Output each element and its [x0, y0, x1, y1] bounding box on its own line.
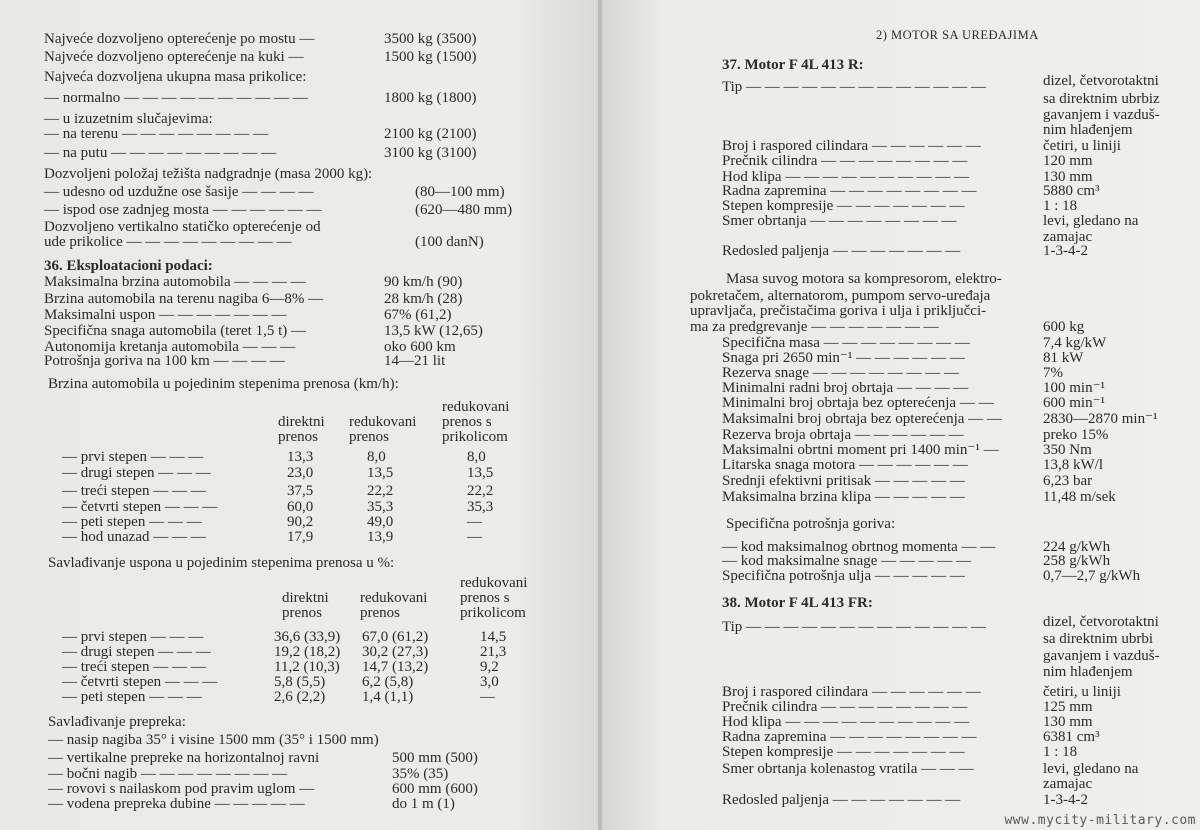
table-cell: 19,2 (18,2)	[274, 644, 341, 660]
table-row-label: — hod unazad — — —	[62, 529, 206, 545]
column-header: redukovani	[360, 590, 428, 606]
spec-value: zamajac	[1043, 776, 1093, 792]
column-header: prenos	[360, 605, 400, 621]
table-cell: 35,3	[367, 499, 394, 515]
perf-value: 13,8 kW/l	[1043, 457, 1103, 473]
column-header: prikolicom	[460, 605, 526, 621]
spec-label: Hod klipa — — — — — — — — — —	[722, 169, 970, 185]
watermark: www.mycity-military.com	[1004, 813, 1196, 828]
spec-label: Tip — — — — — — — — — — — — —	[722, 619, 987, 635]
mass-text: ma za predgrevanje — — — — — — —	[690, 319, 939, 335]
table-row-label: — treći stepen — — —	[62, 659, 206, 675]
limit-value: (100 danN)	[415, 234, 484, 250]
table-row-label: — drugi stepen — — —	[62, 644, 211, 660]
table-title: Savlađivanje uspona u pojedinim stepenima prenosa u %:	[48, 555, 395, 571]
table-cell: 13,9	[367, 529, 394, 545]
consumption-value: 258 g/kWh	[1043, 553, 1111, 569]
perf-value: 100 min⁻¹	[1043, 380, 1105, 396]
perf-value: 7%	[1043, 365, 1063, 381]
table-title: Brzina automobila u pojedinim stepenima prenosa (km/h):	[48, 376, 399, 392]
consumption-label: — kod maksimalnog obrtnog momenta — —	[722, 539, 996, 555]
perf-label: Minimalni broj obrtaja bez opterećenja — —	[722, 395, 994, 411]
table-cell: 36,6 (33,9)	[274, 629, 341, 645]
mass-text: upravljača, prečistačima goriva i ulja i priključci-	[690, 303, 987, 319]
table-cell: 35,3	[467, 499, 494, 515]
spec-value: 67% (61,2)	[384, 307, 452, 323]
spec-label: Maksimalna brzina automobila — — — —	[44, 274, 306, 290]
table-cell: 9,2	[480, 659, 499, 675]
table-cell: 5,8 (5,5)	[274, 674, 326, 690]
section-title: 38. Motor F 4L 413 FR:	[722, 595, 873, 611]
limit-value: (620—480 mm)	[415, 202, 513, 218]
spec-value: 120 mm	[1043, 153, 1093, 169]
limit-value: 1500 kg (1500)	[384, 49, 477, 65]
obstacle-value: 500 mm (500)	[392, 750, 478, 766]
table-cell: 17,9	[287, 529, 314, 545]
spec-label: Broj i raspored cilindara — — — — — —	[722, 138, 981, 154]
left-page	[0, 0, 598, 830]
right-page	[602, 0, 1200, 830]
spec-value: zamajac	[1043, 229, 1093, 245]
spec-label: Specifična snaga automobila (teret 1,5 t) —	[44, 323, 306, 339]
table-cell: —	[467, 514, 482, 530]
limit-label: Najveća dozvoljena ukupna masa prikolice:	[44, 69, 307, 85]
obstacle-value: do 1 m (1)	[392, 796, 455, 812]
table-cell: 30,2 (27,3)	[362, 644, 429, 660]
spec-value: dizel, četvorotaktni	[1043, 73, 1159, 89]
column-header: prenos	[278, 429, 318, 445]
spec-value: levi, gledano na	[1043, 213, 1139, 229]
obstacle-label: — bočni nagib — — — — — — — —	[48, 766, 288, 782]
table-cell: 90,2	[287, 514, 314, 530]
limit-label: — udesno od uzdužne ose šasije — — — —	[44, 184, 314, 200]
spec-value: 28 km/h (28)	[384, 291, 463, 307]
obstacle-value: 35% (35)	[392, 766, 449, 782]
perf-label: Minimalni radni broj obrtaja — — — —	[722, 380, 969, 396]
spec-label: Prečnik cilindra — — — — — — — —	[722, 699, 968, 715]
page-header: 2) MOTOR SA UREĐAJIMA	[876, 28, 1039, 42]
spec-value: 5880 cm³	[1043, 183, 1100, 199]
obstacle-label: — rovovi s nailaskom pod pravim uglom —	[48, 781, 315, 797]
spec-label: Smer obrtanja — — — — — — — —	[722, 213, 957, 229]
subsection-title: Specifična potrošnja goriva:	[726, 516, 896, 532]
spec-value: 6381 cm³	[1043, 729, 1100, 745]
table-row-label: — prvi stepen — — —	[62, 629, 204, 645]
spec-value: oko 600 km	[384, 339, 456, 355]
spec-label: Tip — — — — — — — — — — — — —	[722, 79, 987, 95]
spec-value: 1-3-4-2	[1043, 792, 1088, 808]
spec-label: Smer obrtanja kolenastog vratila — — —	[722, 761, 974, 777]
column-header: redukovani	[442, 399, 510, 415]
limit-label: — ispod ose zadnjeg mosta — — — — — —	[44, 202, 322, 218]
table-cell: 22,2	[367, 483, 394, 499]
perf-value: 600 min⁻¹	[1043, 395, 1105, 411]
perf-label: Litarska snaga motora — — — — — —	[722, 457, 968, 473]
obstacle-label: — nasip nagiba 35° i visine 1500 mm (35° i 1500 mm)	[48, 732, 379, 748]
limit-label: Najveće dozvoljeno opterećenje na kuki —	[44, 49, 304, 65]
table-cell: 14,7 (13,2)	[362, 659, 429, 675]
table-row-label: — četvrti stepen — — —	[62, 674, 218, 690]
perf-label: Srednji efektivni pritisak — — — — —	[722, 473, 965, 489]
table-cell: 13,3	[287, 449, 314, 465]
section-title: 36. Eksploatacioni podaci:	[44, 258, 213, 274]
perf-value: 350 Nm	[1043, 442, 1092, 458]
perf-value: 7,4 kg/kW	[1043, 335, 1107, 351]
perf-value: 81 kW	[1043, 350, 1084, 366]
spec-value: 14—21 lit	[384, 353, 446, 369]
table-cell: —	[480, 689, 495, 705]
table-cell: 67,0 (61,2)	[362, 629, 429, 645]
perf-value: preko 15%	[1043, 427, 1109, 443]
table-cell: 2,6 (2,2)	[274, 689, 326, 705]
column-header: direktni	[278, 414, 325, 430]
obstacle-label: — vertikalne prepreke na horizontalnoj ravni	[48, 750, 320, 766]
table-row-label: — drugi stepen — — —	[62, 465, 211, 481]
spec-value: 1 : 18	[1043, 744, 1078, 760]
table-cell: 37,5	[287, 483, 314, 499]
spec-value: levi, gledano na	[1043, 761, 1139, 777]
spec-value: dizel, četvorotaktni	[1043, 614, 1159, 630]
spec-value: gavanjem i vazduš-	[1043, 648, 1160, 664]
perf-label: Specifična masa — — — — — — — —	[722, 335, 970, 351]
table-cell: 21,3	[480, 644, 507, 660]
section-title: 37. Motor F 4L 413 R:	[722, 57, 864, 73]
table-cell: 22,2	[467, 483, 494, 499]
spec-label: Potrošnja goriva na 100 km — — — —	[44, 353, 285, 369]
consumption-value: 224 g/kWh	[1043, 539, 1111, 555]
perf-label: Rezerva broja obrtaja — — — — — —	[722, 427, 964, 443]
spec-label: Stepen kompresije — — — — — — —	[722, 744, 965, 760]
consumption-label: — kod maksimalne snage — — — — —	[722, 553, 972, 569]
table-cell: 11,2 (10,3)	[274, 659, 340, 675]
table-row-label: — četvrti stepen — — —	[62, 499, 218, 515]
table-cell: 1,4 (1,1)	[362, 689, 414, 705]
table-cell: 8,0	[367, 449, 386, 465]
table-cell: —	[467, 529, 482, 545]
limit-label: Najveće dozvoljeno opterećenje po mostu —	[44, 31, 315, 47]
spec-value: sa direktnim ubrbi	[1043, 631, 1153, 647]
spec-label: Maksimalni uspon — — — — — — —	[44, 307, 287, 323]
spec-value: 90 km/h (90)	[384, 274, 463, 290]
spec-value: 600 kg	[1043, 319, 1085, 335]
table-row-label: — treći stepen — — —	[62, 483, 206, 499]
spec-value: 130 mm	[1043, 169, 1093, 185]
perf-label: Maksimalni broj obrtaja bez opterećenja — —	[722, 411, 1002, 427]
table-cell: 8,0	[467, 449, 486, 465]
limit-label: — normalno — — — — — — — — — —	[44, 90, 308, 106]
limit-label: Dozvoljeni položaj težišta nadgradnje (masa 2000 kg):	[44, 166, 373, 182]
consumption-label: Specifična potrošnja ulja — — — — —	[722, 568, 965, 584]
mass-text: Masa suvog motora sa kompresorom, elektro-	[726, 271, 1002, 287]
limit-label: — na terenu — — — — — — — —	[44, 126, 269, 142]
spec-label: Redosled paljenja — — — — — — —	[722, 792, 961, 808]
table-cell: 60,0	[287, 499, 314, 515]
perf-value: 2830—2870 min⁻¹	[1043, 411, 1158, 427]
perf-label: Maksimalni obrtni moment pri 1400 min⁻¹ —	[722, 442, 999, 458]
table-row-label: — peti stepen — — —	[62, 689, 202, 705]
list-title: Savlađivanje prepreka:	[48, 714, 186, 730]
perf-value: 6,23 bar	[1043, 473, 1093, 489]
spec-label: Radna zapremina — — — — — — — —	[722, 729, 977, 745]
limit-value: 3100 kg (3100)	[384, 145, 477, 161]
column-header: direktni	[282, 590, 329, 606]
column-header: redukovani	[460, 575, 528, 591]
column-header: prikolicom	[442, 429, 508, 445]
table-row-label: — prvi stepen — — —	[62, 449, 204, 465]
table-cell: 23,0	[287, 465, 314, 481]
limit-value: 3500 kg (3500)	[384, 31, 477, 47]
perf-label: Maksimalna brzina klipa — — — — —	[722, 489, 965, 505]
limit-label: — na putu — — — — — — — — —	[44, 145, 277, 161]
limit-label: Dozvoljeno vertikalno statičko opterećenje od	[44, 219, 321, 235]
spec-value: četiri, u liniji	[1043, 684, 1121, 700]
spec-value: nim hlađenjem	[1043, 122, 1133, 138]
table-cell: 13,5	[367, 465, 394, 481]
perf-value: 11,48 m/sek	[1043, 489, 1116, 505]
spec-value: 1 : 18	[1043, 198, 1078, 214]
table-cell: 6,2 (5,8)	[362, 674, 414, 690]
perf-label: Snaga pri 2650 min⁻¹ — — — — — —	[722, 350, 965, 366]
limit-value: 2100 kg (2100)	[384, 126, 477, 142]
spec-label: Brzina automobila na terenu nagiba 6—8% —	[44, 291, 324, 307]
obstacle-label: — vodena prepreka dubine — — — — —	[48, 796, 305, 812]
mass-text: pokretačem, alternatorom, pumpom servo-uređaja	[690, 288, 991, 304]
spec-value: 1-3-4-2	[1043, 243, 1088, 259]
limit-label: — u izuzetnim slučajevima:	[44, 111, 213, 127]
spec-value: 125 mm	[1043, 699, 1093, 715]
column-header: prenos	[282, 605, 322, 621]
perf-label: Rezerva snage — — — — — — — —	[722, 365, 960, 381]
spec-label: Prečnik cilindra — — — — — — — —	[722, 153, 968, 169]
table-cell: 14,5	[480, 629, 507, 645]
limit-label: ude prikolice — — — — — — — — —	[44, 234, 292, 250]
column-header: prenos	[349, 429, 389, 445]
column-header: prenos s	[442, 414, 492, 430]
consumption-value: 0,7—2,7 g/kWh	[1043, 568, 1141, 584]
limit-value: (80—100 mm)	[415, 184, 505, 200]
spec-value: gavanjem i vazduš-	[1043, 107, 1160, 123]
spec-label: Radna zapremina — — — — — — — —	[722, 183, 977, 199]
spec-value: 130 mm	[1043, 714, 1093, 730]
table-row-label: — peti stepen — — —	[62, 514, 202, 530]
table-cell: 49,0	[367, 514, 394, 530]
column-header: prenos s	[460, 590, 510, 606]
table-cell: 13,5	[467, 465, 494, 481]
spec-value: 13,5 kW (12,65)	[384, 323, 483, 339]
spec-label: Redosled paljenja — — — — — — —	[722, 243, 961, 259]
spec-label: Stepen kompresije — — — — — — —	[722, 198, 965, 214]
spec-value: nim hlađenjem	[1043, 664, 1133, 680]
table-cell: 3,0	[480, 674, 499, 690]
spec-label: Autonomija kretanja automobila — — —	[44, 339, 296, 355]
limit-value: 1800 kg (1800)	[384, 90, 477, 106]
spec-value: sa direktnim ubrbiz	[1043, 91, 1160, 107]
spec-value: četiri, u liniji	[1043, 138, 1121, 154]
spec-label: Hod klipa — — — — — — — — — —	[722, 714, 970, 730]
obstacle-value: 600 mm (600)	[392, 781, 478, 797]
column-header: redukovani	[349, 414, 417, 430]
spec-label: Broj i raspored cilindara — — — — — —	[722, 684, 981, 700]
